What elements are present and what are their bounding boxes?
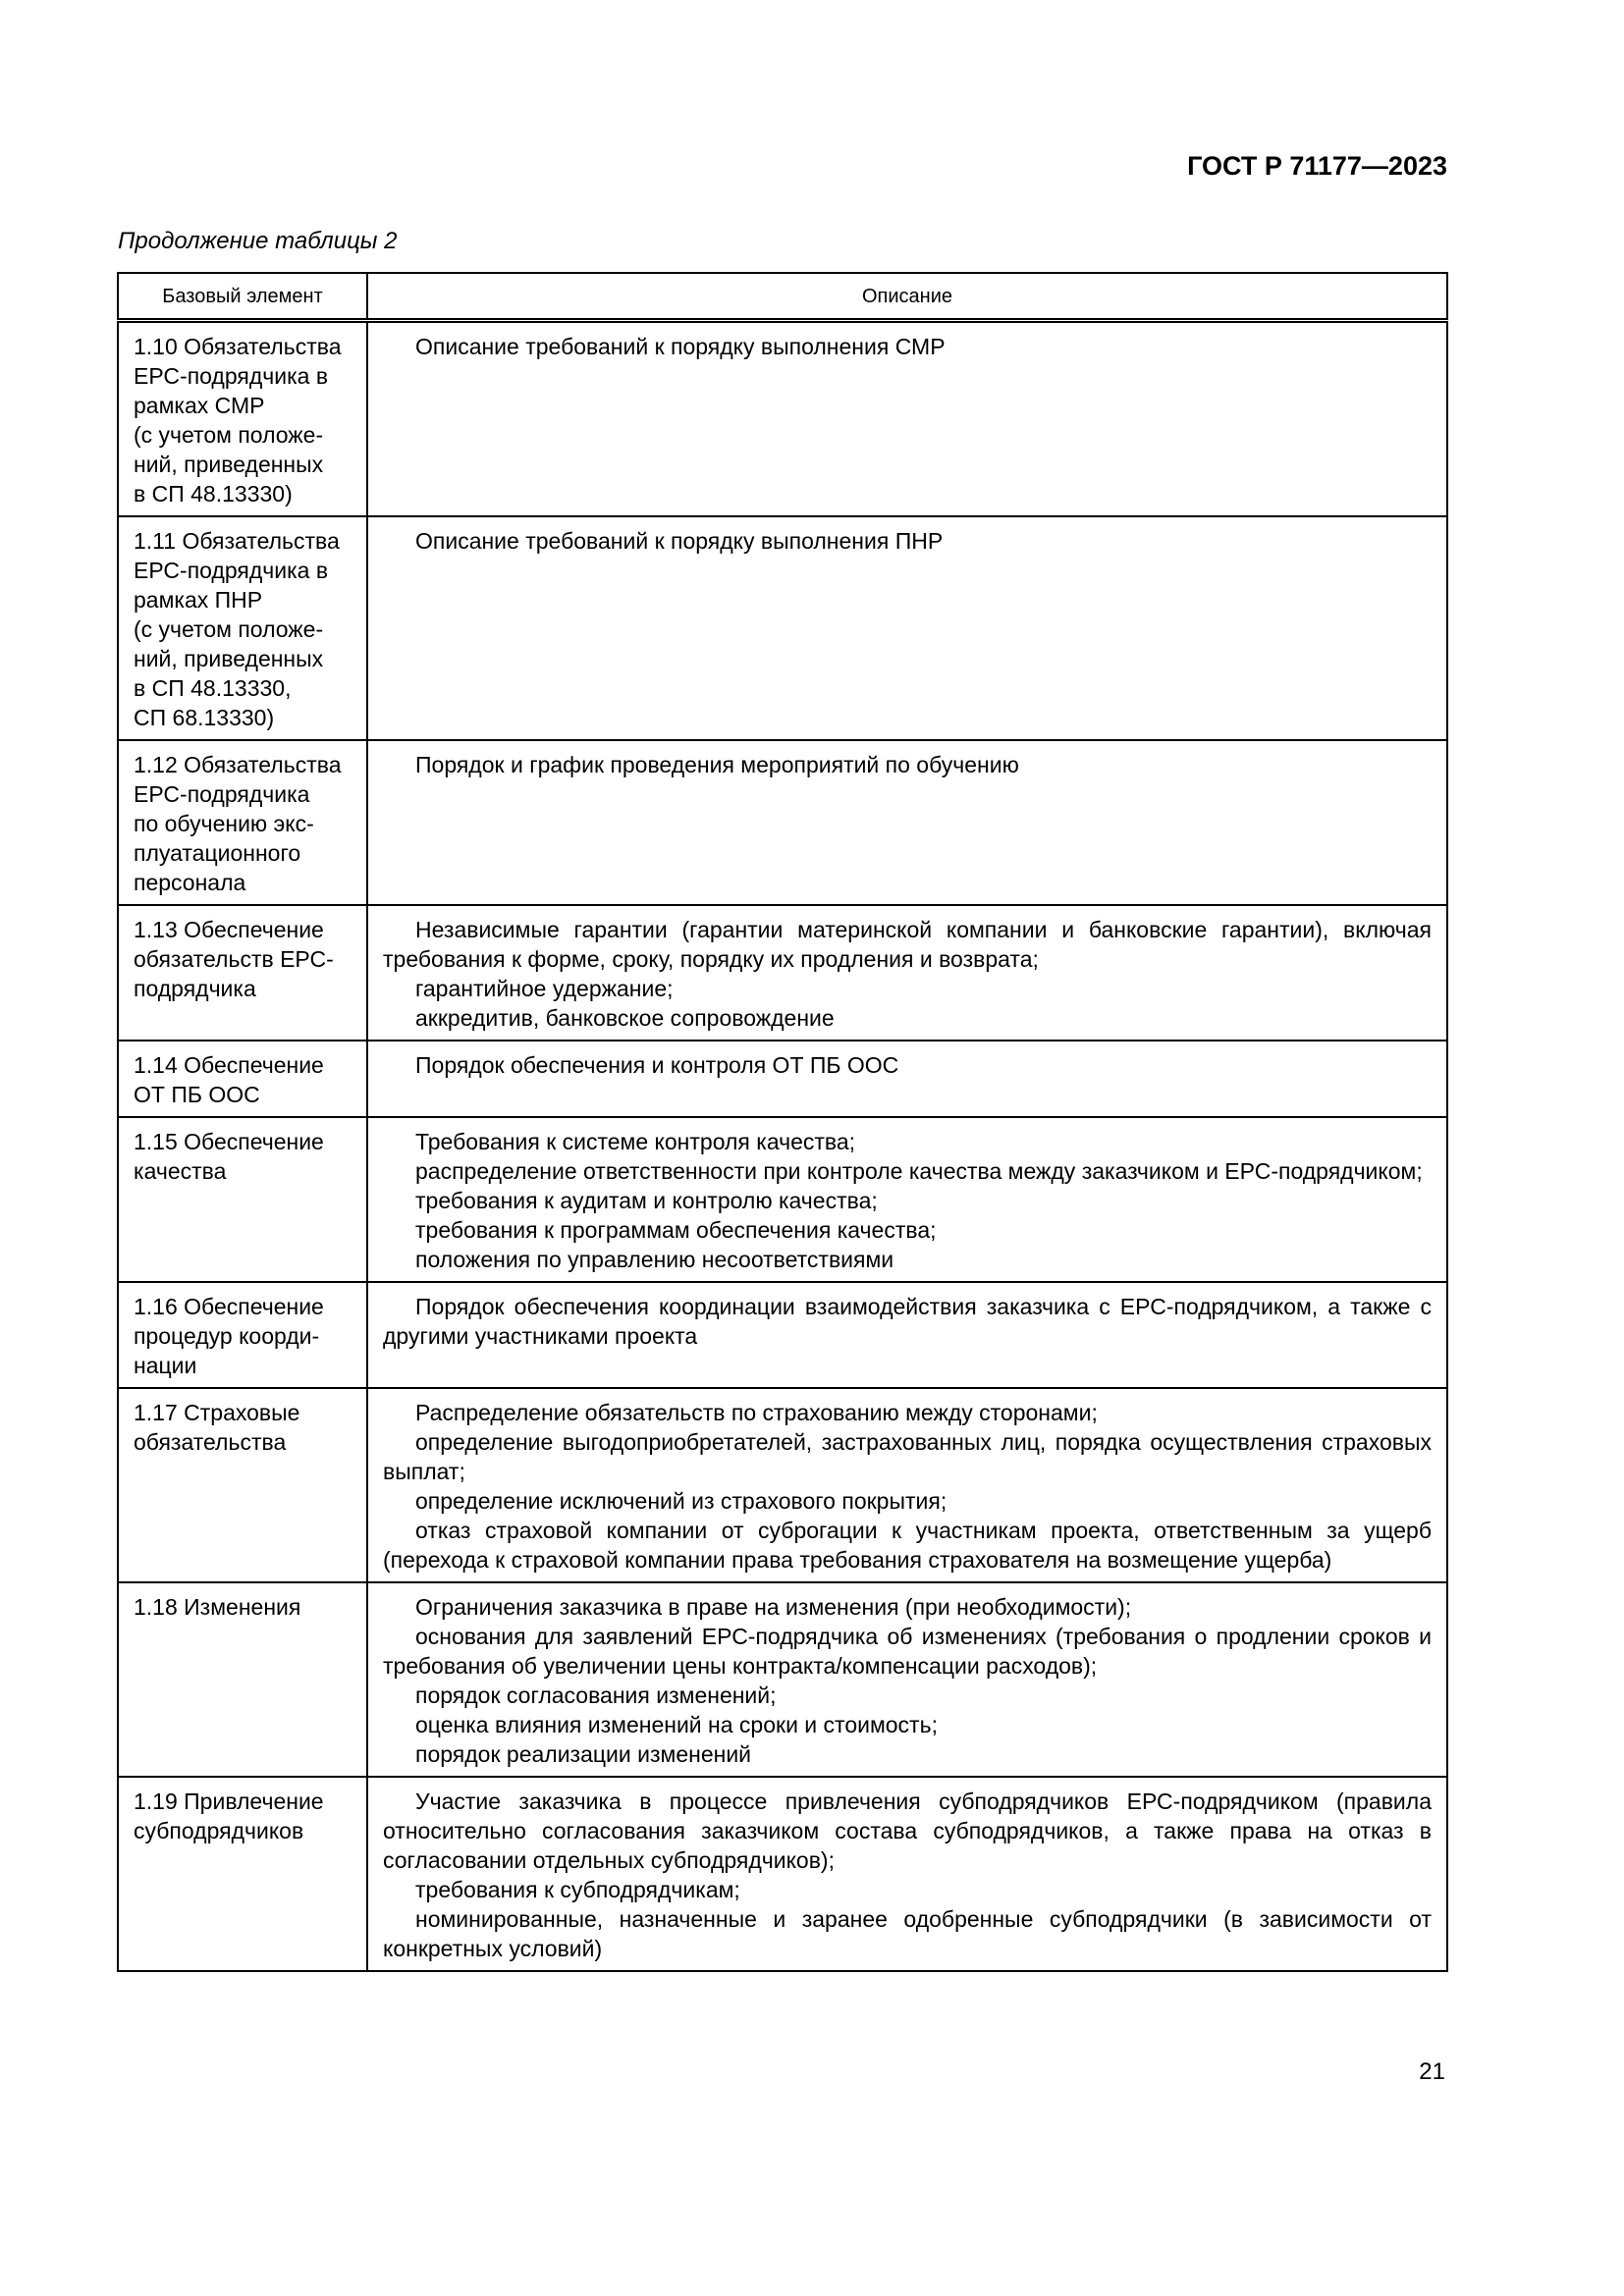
base-element-line: в СП 48.13330, <box>134 675 292 701</box>
base-element-line: обязательств ЕРС- <box>134 946 334 972</box>
description-paragraph: аккредитив, банковское сопровождение <box>415 1005 835 1031</box>
base-element-line: нации <box>134 1353 197 1378</box>
description-cell <box>367 1582 1447 1777</box>
base-element-line: (с учетом положе- <box>134 616 324 642</box>
base-element-line: в СП 48.13330) <box>134 481 293 507</box>
description-paragraph: требования к субподрядчикам; <box>415 1877 740 1902</box>
description-paragraph: Описание требований к порядку выполнения СМР <box>415 334 946 359</box>
base-element-cell <box>118 321 367 517</box>
description-paragraph: Требования к системе контроля качества; <box>415 1129 856 1154</box>
base-element-line: (с учетом положе- <box>134 422 324 448</box>
description-cell <box>367 516 1447 740</box>
base-element-line: процедур коорди- <box>134 1323 320 1349</box>
table-row <box>118 1282 1447 1388</box>
base-element-line: качества <box>134 1158 227 1184</box>
description-paragraph: Участие заказчика в процессе привлечения субподрядчиков ЕРС-подрядчиком (правила относительно согласования заказчиком состава субподрядчиков, а также права на отказ в согласовании отдельных субподрядчиков); <box>383 1789 1432 1873</box>
table-row <box>118 516 1447 740</box>
description-paragraph: порядок реализации изменений <box>415 1741 752 1767</box>
base-element-cell <box>118 740 367 905</box>
table-continuation-caption: Продолжение таблицы 2 <box>118 228 398 254</box>
table-row <box>118 905 1447 1041</box>
base-element-line: по обучению экс- <box>134 811 314 836</box>
table-row <box>118 1777 1447 1971</box>
page-number: 21 <box>1419 2058 1445 2085</box>
base-element-line: рамках СМР <box>134 393 265 418</box>
table-row <box>118 321 1447 517</box>
column-header-description: Описание <box>367 273 1447 321</box>
description-paragraph: Ограничения заказчика в праве на изменения (при необходимости); <box>415 1594 1132 1620</box>
description-cell <box>367 1282 1447 1388</box>
description-paragraph: отказ страховой компании от суброгации к участникам проекта, ответственным за ущерб (перехода к страховой компании права требования страхователя на возмещение ущерба) <box>383 1518 1432 1573</box>
base-element-line: 1.12 Обязательства <box>134 752 342 777</box>
base-element-cell <box>118 1388 367 1582</box>
base-element-line: 1.11 Обязательства <box>134 528 340 554</box>
description-paragraph: оценка влияния изменений на сроки и стоимость; <box>415 1712 938 1737</box>
base-element-line: ЕРС-подрядчика в <box>134 558 329 583</box>
description-cell <box>367 321 1447 517</box>
description-cell <box>367 1041 1447 1117</box>
description-paragraph: требования к программам обеспечения качества; <box>415 1217 937 1243</box>
base-element-line: 1.16 Обеспечение <box>134 1294 324 1319</box>
table-header-row <box>118 273 1447 321</box>
base-element-line: 1.17 Страховые <box>134 1400 300 1425</box>
base-element-line: подрядчика <box>134 976 256 1001</box>
base-element-line: 1.14 Обеспечение <box>134 1052 324 1078</box>
description-paragraph: требования к аудитам и контролю качества; <box>415 1188 878 1213</box>
base-element-cell <box>118 1041 367 1117</box>
description-paragraph: Порядок обеспечения координации взаимодействия заказчика с ЕРС-подрядчиком, а также с другими участниками проекта <box>383 1294 1432 1349</box>
base-element-cell <box>118 516 367 740</box>
description-cell <box>367 1388 1447 1582</box>
base-element-cell <box>118 1282 367 1388</box>
base-element-line: ОТ ПБ ООС <box>134 1082 260 1107</box>
base-element-line: субподрядчиков <box>134 1818 304 1843</box>
description-paragraph: номинированные, назначенные и заранее одобренные субподрядчики (в зависимости от конкретных условий) <box>383 1906 1432 1961</box>
description-cell <box>367 1777 1447 1971</box>
description-paragraph: Описание требований к порядку выполнения ПНР <box>415 528 944 554</box>
description-paragraph: Распределение обязательств по страхованию между сторонами; <box>415 1400 1098 1425</box>
elements-table <box>117 272 1448 1972</box>
description-paragraph: Независимые гарантии (гарантии материнской компании и банковские гарантии), включая требования к форме, сроку, порядку их продления и возврата; <box>383 917 1432 972</box>
base-element-cell <box>118 1777 367 1971</box>
base-element-line: 1.19 Привлечение <box>134 1789 324 1814</box>
description-paragraph: определение выгодоприобретателей, застрахованных лиц, порядка осуществления страховых выплат; <box>383 1429 1432 1484</box>
description-cell <box>367 740 1447 905</box>
base-element-line: персонала <box>134 870 246 895</box>
description-cell <box>367 905 1447 1041</box>
table-row <box>118 1041 1447 1117</box>
column-header-element: Базовый элемент <box>118 273 367 321</box>
description-paragraph: определение исключений из страхового покрытия; <box>415 1488 947 1514</box>
standard-designation: ГОСТ Р 71177—2023 <box>1187 151 1447 181</box>
base-element-cell <box>118 905 367 1041</box>
description-paragraph: основания для заявлений ЕРС-подрядчика об изменениях (требования о продлении сроков и требования об увеличении цены контракта/компенсации расходов); <box>383 1624 1432 1679</box>
description-paragraph: Порядок обеспечения и контроля ОТ ПБ ООС <box>415 1052 899 1078</box>
description-cell <box>367 1117 1447 1282</box>
base-element-line: 1.18 Изменения <box>134 1594 301 1620</box>
description-paragraph: Порядок и график проведения мероприятий по обучению <box>415 752 1019 777</box>
base-element-line: 1.10 Обязательства <box>134 334 342 359</box>
base-element-line: СП 68.13330) <box>134 705 275 730</box>
base-element-line: обязательства <box>134 1429 287 1455</box>
table-row <box>118 1582 1447 1777</box>
base-element-line: ний, приведенных <box>134 452 324 477</box>
base-element-line: плуатационного <box>134 840 301 866</box>
base-element-line: 1.15 Обеспечение <box>134 1129 324 1154</box>
base-element-line: ЕРС-подрядчика <box>134 781 310 807</box>
description-paragraph: гарантийное удержание; <box>415 976 674 1001</box>
table-row <box>118 1388 1447 1582</box>
description-paragraph: распределение ответственности при контроле качества между заказчиком и ЕРС-подрядчиком; <box>415 1158 1423 1184</box>
description-paragraph: положения по управлению несоответствиями <box>415 1247 894 1272</box>
table-row <box>118 1117 1447 1282</box>
table-row <box>118 740 1447 905</box>
base-element-line: 1.13 Обеспечение <box>134 917 324 942</box>
base-element-line: ЕРС-подрядчика в <box>134 363 329 389</box>
description-paragraph: порядок согласования изменений; <box>415 1682 777 1708</box>
base-element-cell <box>118 1117 367 1282</box>
base-element-line: ний, приведенных <box>134 646 324 671</box>
base-element-cell <box>118 1582 367 1777</box>
base-element-line: рамках ПНР <box>134 587 263 613</box>
